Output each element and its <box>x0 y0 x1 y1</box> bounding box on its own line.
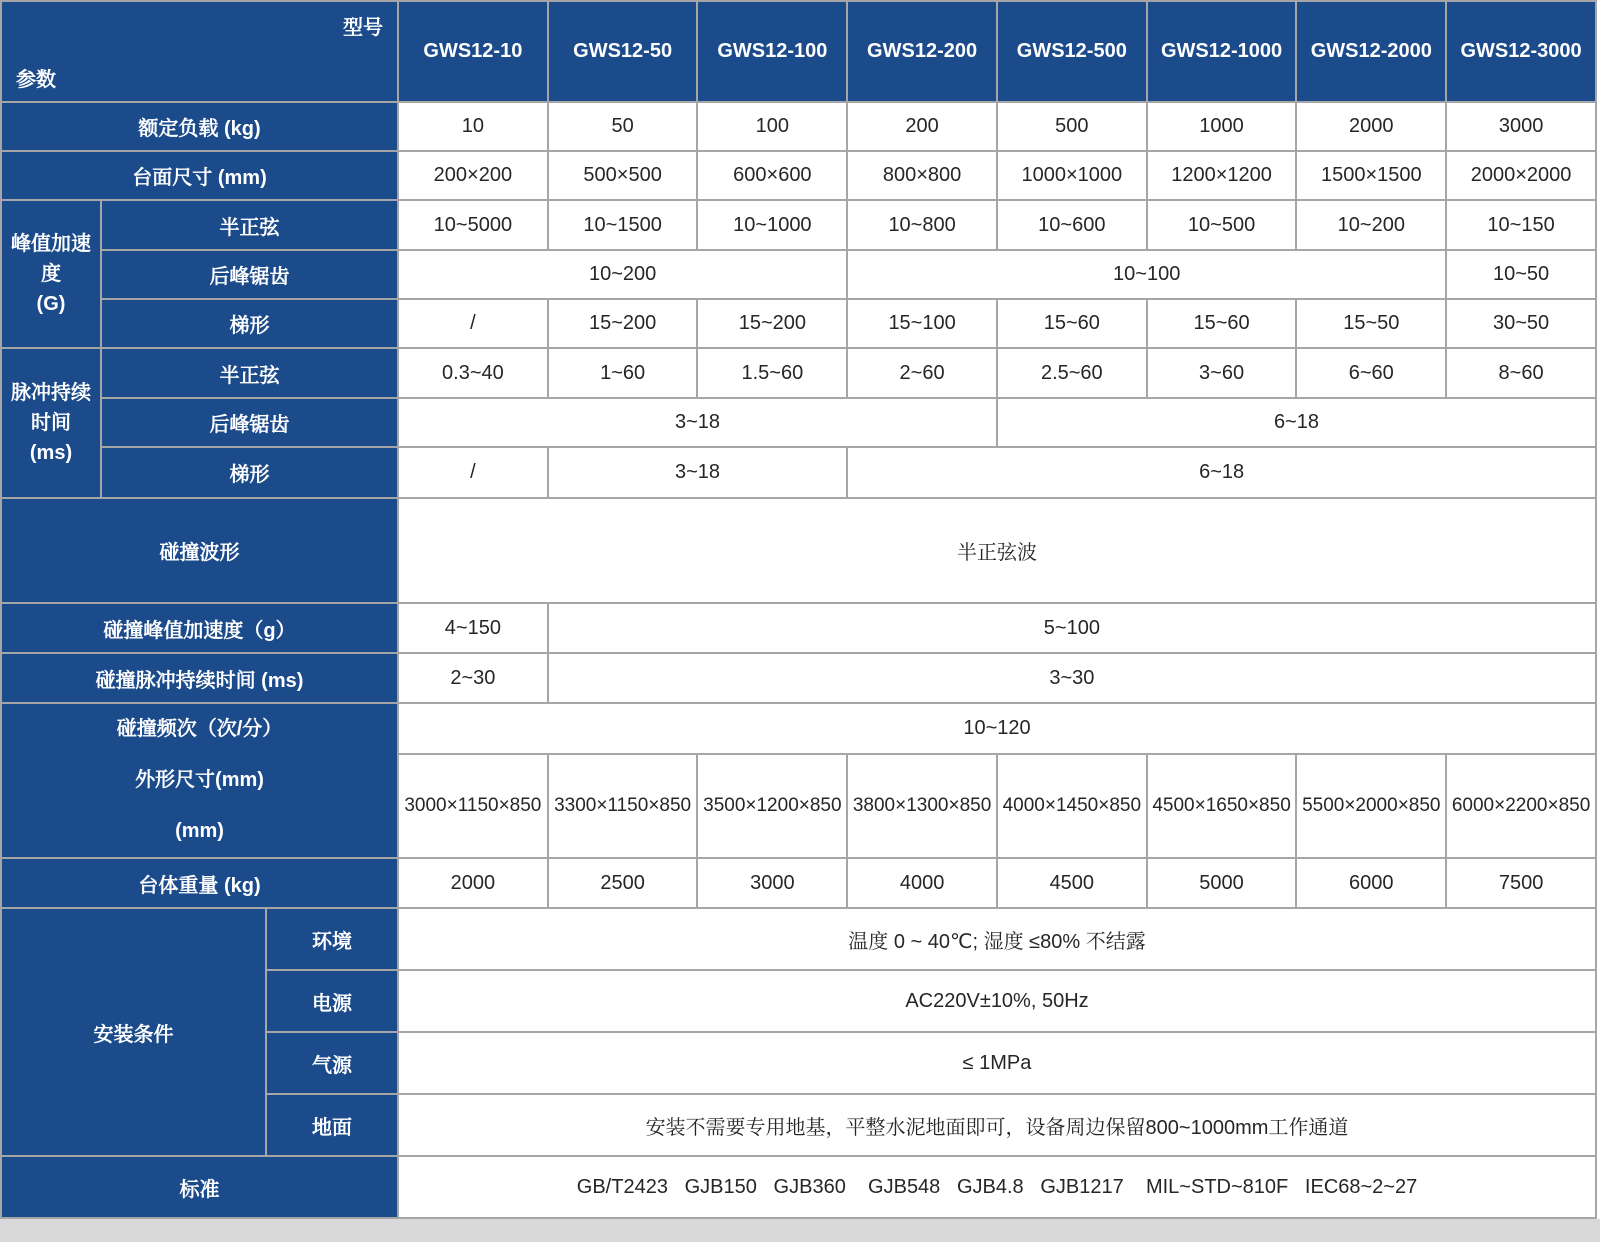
row-label: 碰撞峰值加速度（g） <box>1 603 398 653</box>
group-label-peak-accel: 峰值加速度 (G) <box>1 200 101 348</box>
data-cell: 10~50 <box>1446 250 1596 299</box>
bump-pulse-row <box>1 653 1596 703</box>
data-cell: 2500 <box>548 858 698 908</box>
data-cell: 15~60 <box>997 299 1147 348</box>
data-cell: 15~200 <box>548 299 698 348</box>
data-cell: / <box>398 299 548 348</box>
data-cell: 800×800 <box>847 151 997 200</box>
sub-label: 梯形 <box>101 447 398 498</box>
data-cell: 10~800 <box>847 200 997 250</box>
row-label: 碰撞脉冲持续时间 (ms) <box>1 653 398 703</box>
peak-accel-sawtooth-row <box>1 250 1596 299</box>
data-cell: 1000×1000 <box>997 151 1147 200</box>
data-cell: 15~200 <box>697 299 847 348</box>
install-env-row <box>1 908 1596 970</box>
sub-label: 气源 <box>266 1032 398 1094</box>
row-label: 台面尺寸 (mm) <box>1 151 398 200</box>
data-cell: 2000 <box>398 858 548 908</box>
data-cell: 3~60 <box>1147 348 1297 398</box>
data-cell: 10~100 <box>847 250 1446 299</box>
data-cell: 6000 <box>1296 858 1446 908</box>
data-cell: 15~100 <box>847 299 997 348</box>
corner-model-label: 型号 <box>343 17 384 39</box>
data-cell: 4500 <box>997 858 1147 908</box>
sub-label: 后峰锯齿 <box>101 398 398 447</box>
bump-accel-row <box>1 603 1596 653</box>
data-cell: 半正弦波 <box>398 498 1596 603</box>
data-cell: 10~1500 <box>548 200 698 250</box>
data-cell: 6~60 <box>1296 348 1446 398</box>
data-cell: 10~600 <box>997 200 1147 250</box>
data-cell: 600×600 <box>697 151 847 200</box>
data-cell: 10~500 <box>1147 200 1297 250</box>
data-cell: 10~5000 <box>398 200 548 250</box>
data-cell: 6~18 <box>847 447 1596 498</box>
data-cell: 500×500 <box>548 151 698 200</box>
data-cell: 3~30 <box>548 653 1596 703</box>
data-cell: 3~18 <box>548 447 847 498</box>
model-header: GWS12-3000 <box>1446 1 1596 102</box>
sub-label: 地面 <box>266 1094 398 1156</box>
pulse-sawtooth-row <box>1 398 1596 447</box>
data-cell: 10~1000 <box>697 200 847 250</box>
data-cell: 100 <box>697 102 847 151</box>
data-cell: 30~50 <box>1446 299 1596 348</box>
data-cell: 温度 0 ~ 40℃; 湿度 ≤80% 不结露 <box>398 908 1596 970</box>
data-cell: 4~150 <box>398 603 548 653</box>
model-header: GWS12-50 <box>548 1 698 102</box>
header-row <box>1 1 1596 102</box>
data-cell: 2.5~60 <box>997 348 1147 398</box>
data-cell: 2000×2000 <box>1446 151 1596 200</box>
data-cell: 1000 <box>1147 102 1297 151</box>
sub-label: 半正弦 <box>101 348 398 398</box>
data-cell: 6000×2200×850 <box>1446 754 1596 858</box>
data-cell: 3800×1300×850 <box>847 754 997 858</box>
data-cell: 4000 <box>847 858 997 908</box>
model-header: GWS12-10 <box>398 1 548 102</box>
data-cell: 安装不需要专用地基，平整水泥地面即可，设备周边保留800~1000mm工作通道 <box>398 1094 1596 1156</box>
data-cell: 1200×1200 <box>1147 151 1297 200</box>
data-cell: 2~30 <box>398 653 548 703</box>
data-cell: 5500×2000×850 <box>1296 754 1446 858</box>
data-cell: 10~200 <box>398 250 847 299</box>
model-header: GWS12-1000 <box>1147 1 1297 102</box>
model-header: GWS12-2000 <box>1296 1 1446 102</box>
data-cell: 3000 <box>697 858 847 908</box>
data-cell: 0.3~40 <box>398 348 548 398</box>
data-cell: 1500×1500 <box>1296 151 1446 200</box>
data-cell: AC220V±10%, 50Hz <box>398 970 1596 1032</box>
row-label: 台体重量 (kg) <box>1 858 398 908</box>
group-label-install: 安装条件 <box>1 908 266 1156</box>
data-cell: 50 <box>548 102 698 151</box>
data-cell: 5~100 <box>548 603 1596 653</box>
data-cell: / <box>398 447 548 498</box>
data-cell: 2000 <box>1296 102 1446 151</box>
row-label: 标准 <box>1 1156 398 1218</box>
bump-waveform-row <box>1 498 1596 603</box>
bottom-strip <box>0 1219 1600 1242</box>
data-cell: 6~18 <box>997 398 1596 447</box>
data-cell: 1.5~60 <box>697 348 847 398</box>
row-label: 碰撞波形 <box>1 498 398 603</box>
data-cell: 200×200 <box>398 151 548 200</box>
data-cell: 1~60 <box>548 348 698 398</box>
data-cell: GB/T2423 GJB150 GJB360 GJB548 GJB4.8 GJB1217 MIL~STD~810F IEC68~2~27 <box>398 1156 1596 1218</box>
data-cell: 15~60 <box>1147 299 1297 348</box>
peak-accel-half-sine-row <box>1 200 1596 250</box>
peak-accel-trapezoid-row <box>1 299 1596 348</box>
sub-label: 环境 <box>266 908 398 970</box>
data-cell: 4500×1650×850 <box>1147 754 1297 858</box>
data-cell: 500 <box>997 102 1147 151</box>
data-cell: 8~60 <box>1446 348 1596 398</box>
sub-label: 后峰锯齿 <box>101 250 398 299</box>
weight-row <box>1 858 1596 908</box>
data-cell: 3300×1150×850 <box>548 754 698 858</box>
bump-frequency-row <box>1 703 1596 754</box>
data-cell: 2~60 <box>847 348 997 398</box>
data-cell: 200 <box>847 102 997 151</box>
model-header: GWS12-500 <box>997 1 1147 102</box>
pulse-half-sine-row <box>1 348 1596 398</box>
model-header: GWS12-200 <box>847 1 997 102</box>
data-cell: 3000×1150×850 <box>398 754 548 858</box>
data-cell: 4000×1450×850 <box>997 754 1147 858</box>
data-cell: ≤ 1MPa <box>398 1032 1596 1094</box>
data-cell: 3000 <box>1446 102 1596 151</box>
data-cell: 7500 <box>1446 858 1596 908</box>
group-label-pulse-duration: 脉冲持续时间 (ms) <box>1 348 101 498</box>
data-cell: 5000 <box>1147 858 1297 908</box>
data-cell: 10~150 <box>1446 200 1596 250</box>
sub-label: 电源 <box>266 970 398 1032</box>
sub-label: 半正弦 <box>101 200 398 250</box>
data-cell: 10~200 <box>1296 200 1446 250</box>
row-label: 额定负载 (kg) <box>1 102 398 151</box>
data-cell: 10~120 <box>398 703 1596 754</box>
pulse-trapezoid-row <box>1 447 1596 498</box>
rated-load-row <box>1 102 1596 151</box>
data-cell: 10 <box>398 102 548 151</box>
data-cell: 3500×1200×850 <box>697 754 847 858</box>
corner-cell <box>1 1 398 102</box>
sub-label: 梯形 <box>101 299 398 348</box>
data-cell: 3~18 <box>398 398 997 447</box>
table-size-row <box>1 151 1596 200</box>
model-header: GWS12-100 <box>697 1 847 102</box>
corner-param-label: 参数 <box>16 69 56 91</box>
standards-row <box>1 1156 1596 1218</box>
row-label-freq-dims: 碰撞频次（次/分） 外形尺寸(mm) (mm) <box>1 703 398 858</box>
data-cell: 15~50 <box>1296 299 1446 348</box>
